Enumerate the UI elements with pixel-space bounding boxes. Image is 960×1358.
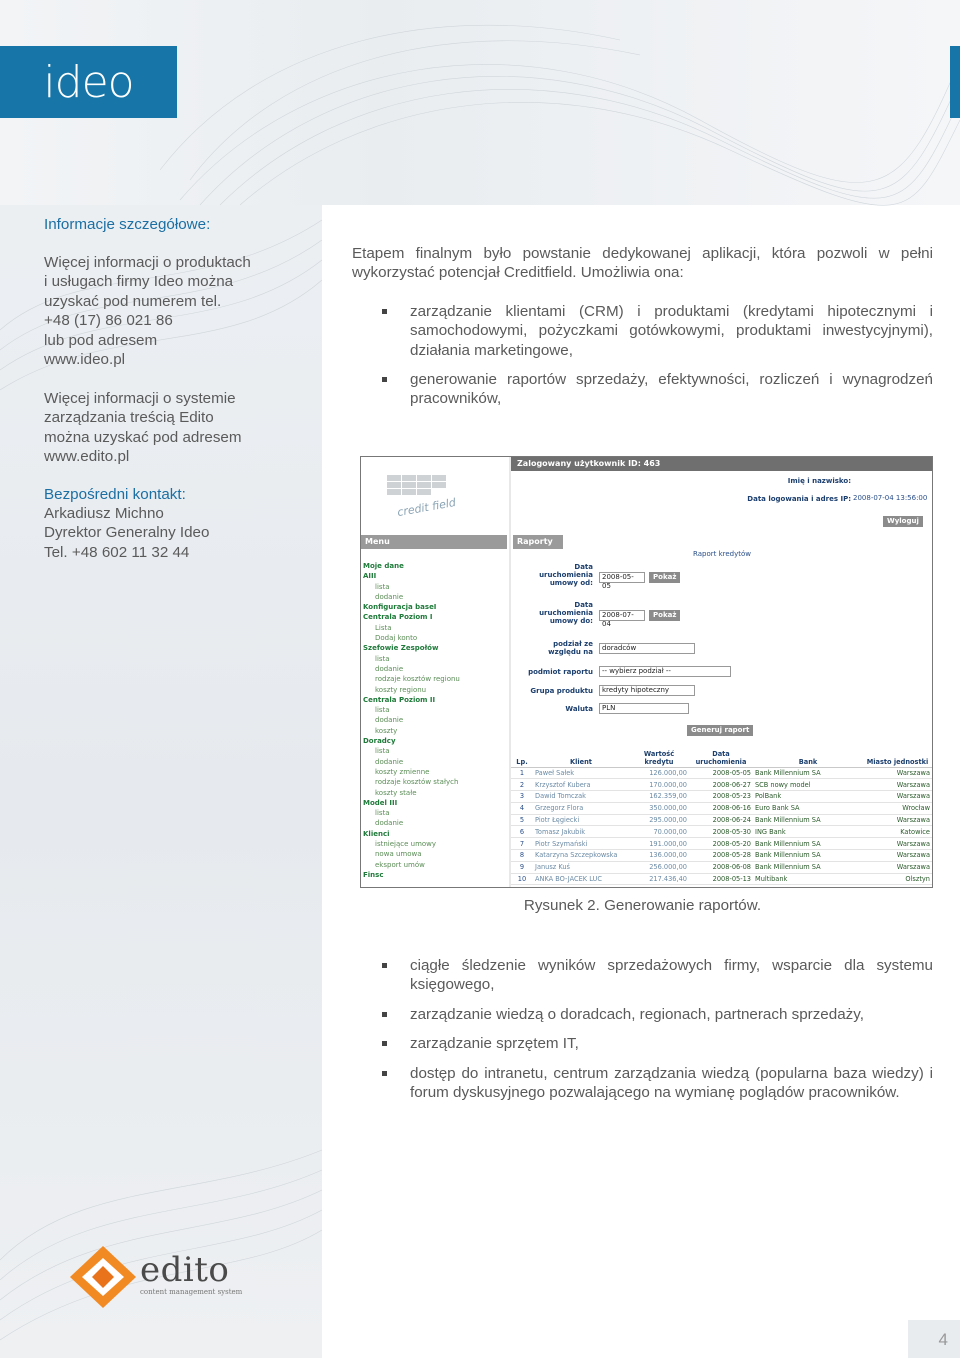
edito-info-block [44,389,304,467]
date-to-input[interactable]: 2008-07-04 [599,610,645,621]
edito-website-link[interactable]: www.edito.pl [44,448,130,466]
logout-button[interactable]: Wyloguj [883,516,923,527]
menu-item[interactable]: dodanie [375,716,404,725]
table-cell: Euro Bank SA [753,802,863,814]
group-label: Grupa produktu [530,687,593,695]
edito-line: zarządzania treścią Edito [44,409,214,427]
table-cell: 191.000,00 [629,838,689,850]
table-cell: 4 [511,802,533,814]
details-line: Więcej informacji o produktach [44,254,251,271]
app-screenshot [360,456,933,888]
table-row [511,861,932,873]
menu-item[interactable]: koszty stałe [375,788,417,797]
table-row [511,767,932,779]
table-cell: Katowice [863,826,932,838]
intro-paragraph: Etapem finalnym było powstanie dedykowanej aplikacji, która pozwoli w pełni wykorzystać potencjał Creditfield. Umożliwia ona: [352,245,933,282]
table-cell: 256.000,00 [629,861,689,873]
table-cell: Janusz Kuś [533,861,629,873]
table-row [511,850,932,862]
table-cell: Olsztyn [863,873,932,885]
menu-section[interactable]: Moje dane [363,562,404,570]
table-cell: 295.000,00 [629,814,689,826]
menu-item[interactable]: dodanie [375,664,404,673]
table-cell: Tomasz Jakubik [533,826,629,838]
table-cell: 126.000,00 [629,767,689,779]
menu-section[interactable]: Szefowie Zespołów [363,644,439,653]
table-cell: ING Bank [753,826,863,838]
table-cell: 6 [511,826,533,838]
table-cell: 2008-05-20 [689,838,753,850]
ideo-logo [0,46,177,118]
feature-list-top [352,302,933,409]
edito-diamond-icon [68,1244,138,1310]
show-to-button[interactable]: Pokaż [649,610,680,621]
table-row [511,873,932,885]
edito-tagline: content management system [140,1288,243,1296]
table-cell: 70.000,00 [629,826,689,838]
app-menu [363,561,503,880]
menu-section[interactable]: Konfiguracja baseI [363,603,437,612]
table-cell: Dawid Tomczak [533,791,629,803]
details-line: i usługach firmy Ideo można [44,273,234,291]
table-cell: Bank Millennium SA [753,767,863,779]
menu-section[interactable]: Doradcy [363,737,396,746]
creditfield-logo-grid [387,475,447,501]
contact-phone: Tel. +48 602 11 32 44 [44,543,190,561]
table-cell: 2008-05-30 [689,826,753,838]
feature-list-bottom [352,956,933,1102]
split-select[interactable]: doradców [599,643,695,654]
menu-section[interactable]: AIII [363,572,377,581]
split-label: podział ze względu na [548,640,593,656]
table-cell: 2008-05-23 [689,791,753,803]
table-row [511,838,932,850]
report-table [511,743,932,885]
table-cell: 2 [511,779,533,791]
details-line: lub pod adresem [44,331,158,349]
menu-item[interactable]: lista [375,582,390,591]
table-cell: 9 [511,861,533,873]
table-row [511,802,932,814]
feature-item: generowanie raportów sprzedaży, efektywności, rozliczeń i wynagrodzeń pracowników, [352,370,933,409]
table-header-row [511,743,932,767]
table-cell: Warszawa [863,861,932,873]
table-cell: Paweł Sałek [533,767,629,779]
table-cell: PolBank [753,791,863,803]
menu-section[interactable]: Centrala Poziom I [363,613,433,622]
menu-item[interactable]: koszty regionu [375,685,427,694]
menu-item[interactable]: rodzaje kosztów regionu [375,675,460,684]
table-cell: 8 [511,850,533,862]
reports-header: Raporty [513,535,563,549]
menu-item[interactable]: Lista [375,623,392,632]
table-cell: 2008-06-27 [689,779,753,791]
col-header-city: Miasto jednostki [863,743,932,767]
menu-section[interactable]: Finsc [363,870,384,879]
col-header-date: Data uruchomienia [689,743,753,767]
feature-item: zarządzanie sprzętem IT, [352,1034,933,1053]
date-from-input[interactable]: 2008-05-05 [599,572,645,583]
table-cell: 5 [511,814,533,826]
col-header-bank: Bank [753,743,863,767]
date-from-label: Data uruchomienia umowy od: [539,563,593,587]
creditfield-logo: credit field [396,495,457,520]
table-cell: Warszawa [863,814,932,826]
table-cell: Piotr Szymański [533,838,629,850]
currency-label: Waluta [565,705,593,713]
menu-item[interactable]: istniejące umowy [375,840,437,849]
table-cell: 1 [511,767,533,779]
menu-section[interactable]: Model III [363,798,398,807]
logged-user-bar: Zalogowany użytkownik ID: 463 [511,457,932,471]
figure-caption: Rysunek 2. Generowanie raportów. [523,897,762,914]
table-cell: Grzegorz Flora [533,802,629,814]
edito-line: Więcej informacji o systemie [44,390,236,407]
table-cell: Warszawa [863,850,932,862]
contact-name: Arkadiusz Michno [44,505,164,522]
contact-block [44,504,304,562]
table-cell: Warszawa [863,767,932,779]
generate-report-button[interactable]: Generuj raport [687,725,753,736]
table-cell: Wrocław [863,802,932,814]
contact-heading: Bezpośredni kontakt: [44,486,186,503]
subject-select[interactable]: -- wybierz podział -- [599,666,731,677]
menu-item[interactable]: eksport umów [375,860,425,869]
table-cell: 170.000,00 [629,779,689,791]
menu-section[interactable]: Centrala Poziom II [363,695,436,704]
table-cell: 217.436,40 [629,873,689,885]
details-heading: Informacje szczegółowe: [44,216,211,233]
table-cell: SCB nowy model [753,779,863,791]
date-to-label: Data uruchomienia umowy do: [539,601,593,625]
menu-item[interactable]: dodanie [375,757,404,766]
table-cell: 2008-05-13 [689,873,753,885]
table-cell: 2008-06-24 [689,814,753,826]
table-cell: 7 [511,838,533,850]
menu-section[interactable]: Klienci [363,829,390,838]
table-cell: 2008-05-05 [689,767,753,779]
table-cell: 2008-05-28 [689,850,753,862]
menu-item[interactable]: lista [375,747,390,756]
table-cell: Bank Millennium SA [753,861,863,873]
show-from-button[interactable]: Pokaż [649,572,680,583]
page-number: 4 [908,1320,960,1358]
feature-item: ciągłe śledzenie wyników sprzedażowych firmy, wsparcie dla systemu księgowego, [352,956,933,995]
col-header-client: Klient [533,743,629,767]
table-cell: Krzysztof Kubera [533,779,629,791]
table-cell: 2008-06-08 [689,861,753,873]
ideo-website-link[interactable]: www.ideo.pl [44,351,126,369]
table-cell: Bank Millennium SA [753,850,863,862]
subject-label: podmiot raportu [528,668,593,676]
login-date-label: Data logowania i adres IP: [747,495,851,503]
report-link[interactable]: Raport kredytów [693,550,751,558]
details-line: uzyskać pod numerem tel. [44,292,222,310]
table-cell: Bank Millennium SA [753,838,863,850]
table-cell: 350.000,00 [629,802,689,814]
table-row [511,791,932,803]
ideo-logo-text: ideo [43,56,134,108]
menu-header: Menu [361,535,507,549]
contact-title: Dyrektor Generalny Ideo [44,524,210,542]
details-line: +48 (17) 86 021 86 [44,312,173,330]
menu-item[interactable]: dodanie [375,592,404,601]
table-cell: Piotr Łęgiecki [533,814,629,826]
table-cell: Bank Millennium SA [753,814,863,826]
login-date-value: 2008-07-04 13:56:00 [853,494,928,502]
menu-item[interactable]: Dodaj konto [375,634,418,643]
menu-item[interactable]: koszty [375,726,398,735]
table-cell: Warszawa [863,791,932,803]
group-select[interactable]: kredyty hipoteczny [599,685,695,696]
menu-item[interactable]: koszty zmienne [375,767,430,776]
table-cell: Warszawa [863,779,932,791]
menu-item[interactable]: dodanie [375,819,404,828]
menu-item[interactable]: lista [375,809,390,818]
main-content-bottom [352,956,933,1102]
menu-item[interactable]: rodzaje kosztów stałych [375,778,459,787]
feature-item: dostęp do intranetu, centrum zarządzania wiedzą (popularna baza wiedzy) i forum dyskusyjnego pozwalającego na wymianę poglądów pracowników. [352,1064,933,1103]
table-row [511,814,932,826]
feature-item: zarządzanie klientami (CRM) i produktami (kredytami hipotecznymi i samochodowymi, pożyczkami gotówkowymi, produktami inwestycyjnymi), działania marketingowe, [352,302,933,360]
table-cell: 136.000,00 [629,850,689,862]
col-header-lp: Lp. [511,743,533,767]
currency-select[interactable]: PLN [599,703,689,714]
user-name-label: Imię i nazwisko: [787,477,851,485]
feature-item: zarządzanie wiedzą o doradcach, regionach, partnerach sprzedaży, [352,1005,933,1024]
details-block [44,253,304,369]
table-cell: Warszawa [863,838,932,850]
table-cell: Multibank [753,873,863,885]
col-header-value: Wartość kredytu [629,743,689,767]
table-row [511,826,932,838]
accent-stripe [950,46,960,118]
table-cell: Katarzyna Szczepkowska [533,850,629,862]
edito-wordmark: edito [140,1250,230,1290]
table-cell: 10 [511,873,533,885]
edito-line: można uzyskać pod adresem [44,428,242,446]
main-content-top [352,244,933,409]
menu-item[interactable]: nowa umowa [375,850,422,859]
table-cell: ANKA BO-JACEK LUC [533,873,629,885]
table-cell: 162.359,00 [629,791,689,803]
table-cell: 3 [511,791,533,803]
table-cell: 2008-06-16 [689,802,753,814]
menu-item[interactable]: lista [375,654,390,663]
table-row [511,779,932,791]
menu-item[interactable]: lista [375,706,390,715]
